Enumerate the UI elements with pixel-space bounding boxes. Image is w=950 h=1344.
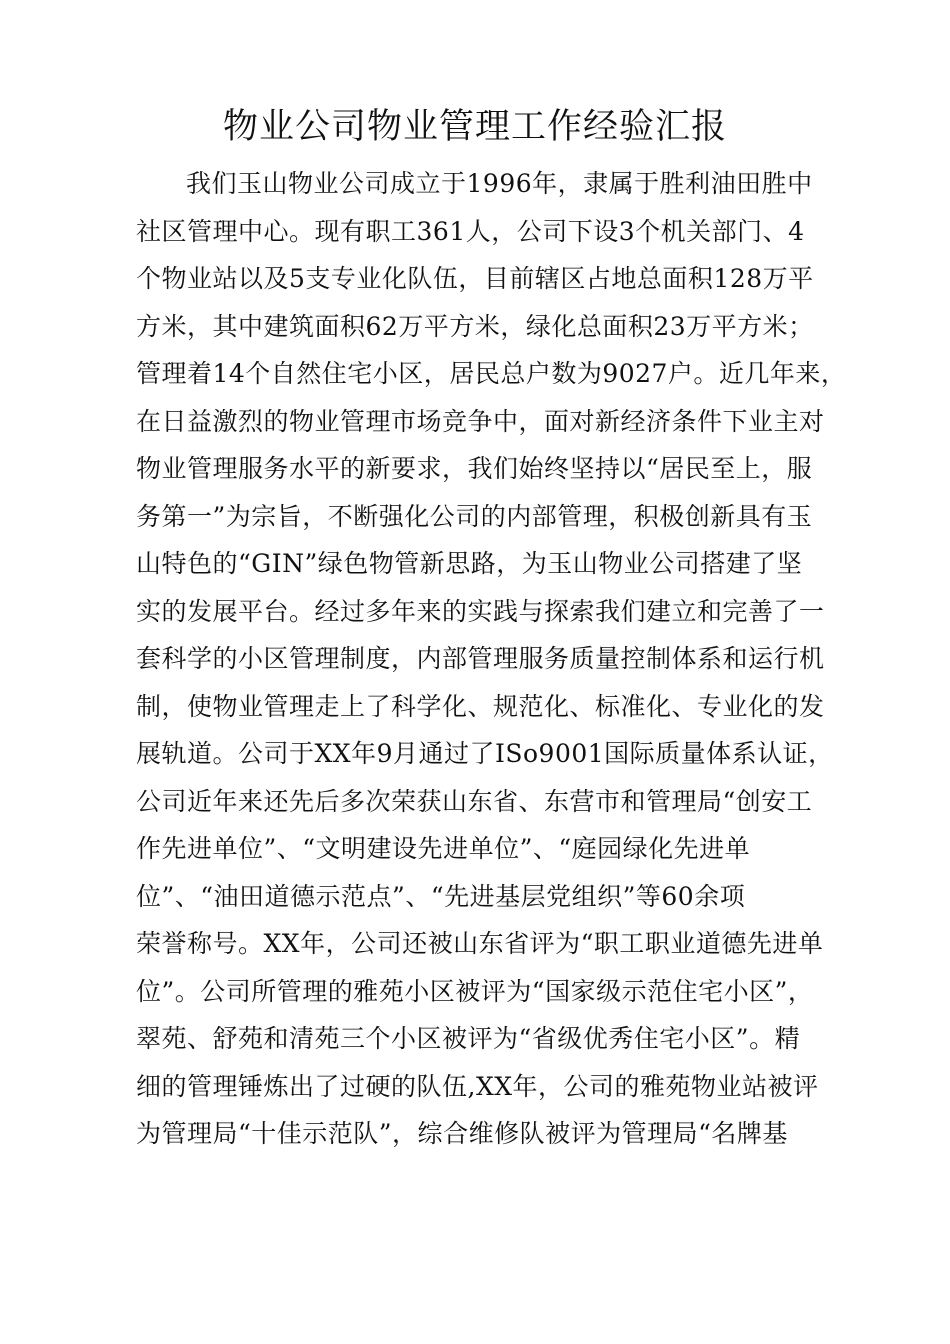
- paragraph-line: 作先进单位”、“文明建设先进单位”、“庭园绿化先进单: [136, 834, 751, 863]
- paragraph-line: 山特色的“GIN”绿色物管新思路，为玉山物业公司搭建了坚: [136, 549, 803, 578]
- paragraph-line: 位”。公司所管理的雅苑小区被评为“国家级示范住宅小区”，: [136, 976, 814, 1006]
- paragraph-line: 公司近年来还先后多次荣获山东省、东营市和管理局“创安工: [136, 786, 813, 816]
- paragraph-line: 务第一”为宗旨，不断强化公司的内部管理，积极创新具有玉: [136, 501, 813, 531]
- paragraph-line: 实的发展平台。经过多年来的实践与探索我们建立和完善了一: [136, 596, 825, 626]
- paragraph-line: 在日益激烈的物业管理市场竞争中，面对新经济条件下业主对: [136, 406, 825, 436]
- paragraph-line: 制，使物业管理走上了科学化、规范化、标准化、专业化的发: [136, 691, 825, 721]
- paragraph-line: 翠苑、舒苑和清苑三个小区被评为“省级优秀住宅小区”。精: [136, 1024, 801, 1053]
- paragraph-line: 社区管理中心。现有职工361人，公司下设3个机关部门、4: [136, 216, 805, 246]
- paragraph-line: 物业管理服务水平的新要求，我们始终坚持以“居民至上，服: [136, 454, 813, 483]
- paragraph-line: 方米，其中建筑面积62万平方米，绿化总面积23万平方米；: [136, 311, 814, 341]
- paragraph-line: 个物业站以及5支专业化队伍，目前辖区占地总面积128万平: [136, 264, 814, 293]
- document-body: [136, 160, 847, 1158]
- paragraph-line: 位”、“油田道德示范点”、“先进基层党组织”等60余项: [136, 881, 746, 911]
- paragraph-line: 我们玉山物业公司成立于1996年，隶属于胜利油田胜中: [186, 169, 813, 198]
- paragraph-line: 管理着14个自然住宅小区，居民总户数为9027户。近几年来，: [136, 359, 847, 388]
- paragraph-line: 套科学的小区管理制度，内部管理服务质量控制体系和运行机: [136, 644, 825, 673]
- paragraph-line: 细的管理锤炼出了过硬的队伍,XX年，公司的雅苑物业站被评: [136, 1071, 819, 1101]
- document-title: 物业公司物业管理工作经验汇报: [222, 107, 727, 147]
- paragraph-line: 为管理局“十佳示范队”，综合维修队被评为管理局“名牌基: [136, 1119, 788, 1148]
- paragraph-line: 展轨道。公司于XX年9月通过了ISo9001国际质量体系认证，: [136, 739, 834, 768]
- paragraph-line: 荣誉称号。XX年，公司还被山东省评为“职工职业道德先进单: [136, 929, 824, 958]
